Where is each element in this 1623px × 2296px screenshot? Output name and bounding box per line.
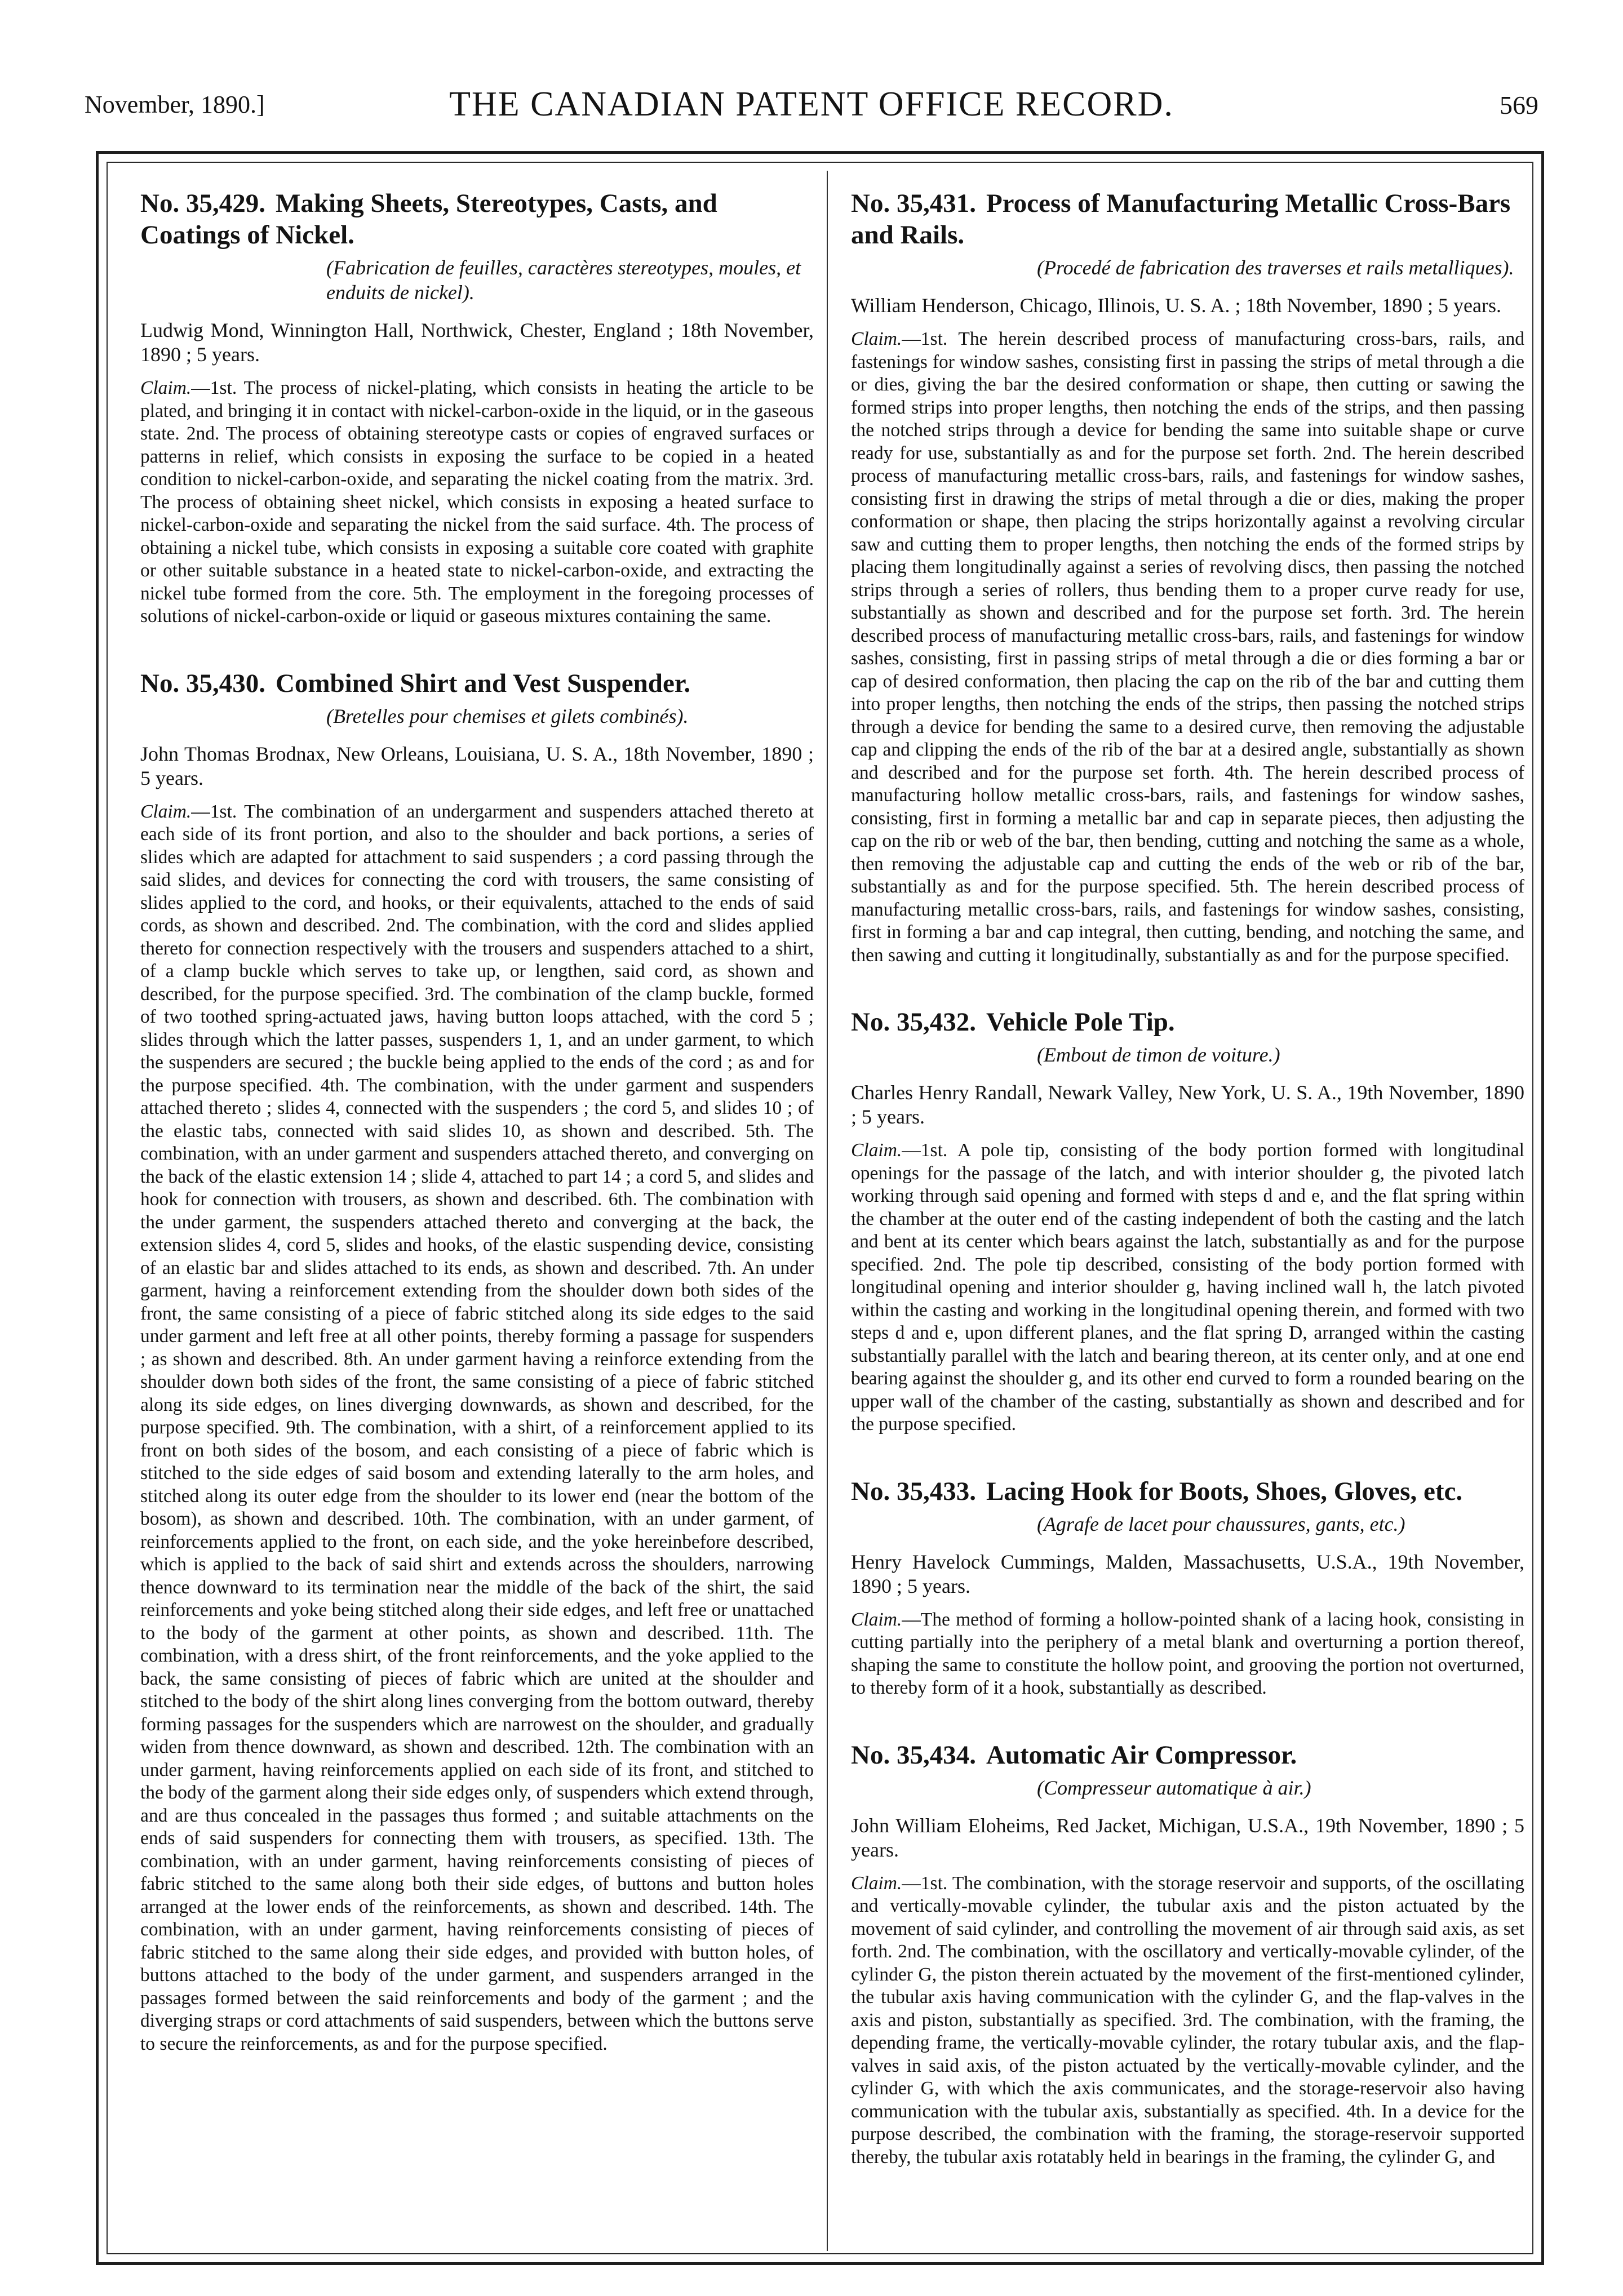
page-header xyxy=(85,85,1538,130)
left-column xyxy=(140,188,814,2095)
patent-owner: Ludwig Mond, Winnington Hall, Northwick, Chester, England ; 18th November, 1890 ; 5 years. xyxy=(140,319,814,366)
patent-number: No. 35,434. xyxy=(851,1740,976,1770)
claim-text: —1st. The combination of an undergarment and suspenders attached thereto at each side of its front portion, and also to the shoulder and back portions, a series of slides which are adapted for attachment to said suspenders ; a cord passing through the said slides, and devices for connecting the cord with trousers, the same consisting of slides applied to the cord, and hooks, or their equivalents, attached to the ends of said cords, as shown and described. 2nd. The combination, with the cord and slides applied thereto for connection respectively with the trousers and suspenders attached to a shirt, of a clamp buckle which serves to take up, or lengthen, said cord, as shown and described, for the purpose specified. 3rd. The combination of the clamp buckle, formed of two toothed spring-actuated jaws, having button loops attached, with the cord 5 ; slides through which the latter passes, suspenders 1, 1, and an under garment, to which the suspenders are secured ; the buckle being applied to the ends of the cord ; as and for the purpose specified. 4th. The combination, with the under garment and suspenders attached thereto ; slides 4, connected with the suspenders ; the cord 5, and slides 10 ; of the elastic tabs, connected with said slides 10, as shown and described. 5th. The combination, with an under garment and suspenders attached thereto, and converging on the back of the elastic extension 14 ; slide 4, attached to part 14 ; a cord 5, and slides and hook for connection with trousers, as shown and described. 6th. The combination with the under garment, the suspenders attached thereto and converging at the back, the extension slides 4, cord 5, slides and hooks, of the elastic suspending device, consisting of an elastic bar and slides attached to its ends, as shown and described. 7th. An under garment, having a reinforcement extending from the shoulder down both sides of the front, the same consisting of a piece of fabric stitched along its side edges to the said under garment and left free at all other points, thereby forming a passage for suspenders ; as shown and described. 8th. An under garment having a reinforce extending from the shoulder down both sides of the front, the same consisting of a piece of fabric stitched along its side edges, on lines diverging downwards, as shown and described, for the purpose specified. 9th. The combination, with a shirt, of a reinforcement applied to its front on both sides of the bosom, and each consisting of a piece of fabric which is stitched to the side edges of said bosom and extending laterally to the arm holes, and stitched along its outer edge from the shoulder to its lower end (near the bottom of the bosom), as shown and described. 10th. The combination, with an under garment, of reinforcements applied to the front, on each side, and the yoke hereinbefore described, which is applied to the back of said shirt and extends across the shoulders, narrowing thence downward to its termination near the middle of the back of the shirt, the said reinforcements and yoke being stitched along their side edges, and left free or unattached to the body of the garment at other points, as shown and described. 11th. The combination, with a dress shirt, of the front reinforcements, and the yoke applied to the back, the same consisting of pieces of fabric which are united at the shoulder and stitched to the body of the shirt along lines converging from the bottom outward, thereby forming passages for the suspenders which are narrowest on the shoulder, and gradually widen from thence downward, as shown and described. 12th. The combination with an under garment, having reinforcements applied on each side of its front, and stitched to the body of the garment along their side edges only, of suspenders which extend through, and are thus concealed in the passages thus formed ; and suitable attachments on the ends of said suspenders for connecting them with trousers, as specified. 13th. The combination, with an under garment, having reinforcements consisting of pieces of fabric stitched to the same along both their side edges, of buttons and button holes arranged at the lower ends of the reinforcements, as shown and described. 14th. The combination, with an under garment, having reinforcements consisting of pieces of fabric stitched to the same along their side edges, and provided with button holes, of buttons attached to the body of the under garment, and suspenders arranged in the passages formed between the said reinforcements and body of the garment ; and the diverging straps or cord attachments of said suspenders, between which the buttons serve to secure the reinforcements, as and for the purpose specified. xyxy=(140,801,814,2054)
patent-claim xyxy=(851,1872,1524,2169)
patent-number: No. 35,432. xyxy=(851,1007,976,1037)
patent-title xyxy=(140,188,814,251)
patent-number: No. 35,431. xyxy=(851,189,976,218)
patent-entry-35432 xyxy=(851,1006,1524,1436)
header-date: November, 1890.] xyxy=(85,91,265,118)
patent-entry-35434 xyxy=(851,1739,1524,2169)
patent-owner: John William Eloheims, Red Jacket, Michigan, U.S.A., 19th November, 1890 ; 5 years. xyxy=(851,1814,1524,1861)
patent-entry-35430 xyxy=(140,668,814,2056)
french-title: (Agrafe de lacet pour chaussures, gants, etc.) xyxy=(1037,1512,1405,1535)
french-title: (Fabrication de feuilles, caractères stereotypes, moules, et enduits de nickel). xyxy=(326,256,801,304)
patent-title-text: Combined Shirt and Vest Suspender. xyxy=(275,668,691,698)
page-number: 569 xyxy=(1500,91,1538,119)
claim-text: —1st. The process of nickel-plating, which consists in heating the article to be plated, and bringing it in contact with nickel-carbon-oxide in the liquid, or in the gaseous state. 2nd. The process of obtaining stereotype casts or copies of engraved surfaces or patterns in relief, which consists in exposing the surface to be copied in a heated condition to nickel-carbon-oxide, and separating the nickel coating from the matrix. 3rd. The process of obtaining sheet nickel, which consists in exposing a heated surface to nickel-carbon-oxide and separating the nickel from the said surface. 4th. The process of obtaining a nickel tube, which consists in exposing a suitable core coated with graphite or other suitable substance in a heated state to nickel-carbon-oxide, and extracting the nickel tube formed from the core. 5th. The employment in the foregoing processes of solutions of nickel-carbon-oxide or liquid or gaseous mixtures containing the same. xyxy=(140,378,814,627)
patent-entry-35431 xyxy=(851,188,1524,967)
claim-text: —1st. The herein described process of manufacturing cross-bars, rails, and fastenings for window sashes, consisting first in passing the strips of metal through a die or dies, giving the bar the desired conformation or shape, then cutting or sawing the formed strips into proper lengths, then notching the ends of the strips, and then passing the notched strips through a device for bending the same into suitable shape or curve ready for use, substantially as and for the purpose set forth. 2nd. The herein described process of manufacturing metallic cross-bars, rails, and fastenings for window sashes, consisting first in drawing the strips of metal through a die or dies, making the proper conformation or shape, then placing the strips horizontally against a revolving circular saw and cutting them to proper lengths, then notching the ends of the formed strips by placing them longitudinally against a series of revolving discs, then passing the notched strips through a series of rollers, thus bending them to a proper curve ready for use, substantially as shown and described and for the purpose set forth. 3rd. The herein described process of manufacturing metallic cross-bars, rails, and fastenings for window sashes, consisting, first in passing strips of metal through a die or dies forming a bar or cap of desired conformation, then placing the cap on the rib of the bar and cutting them into proper lengths, then notching the ends of the strips, then passing the notched strips through a device for bending the same to a desired curve, then removing the adjustable cap and clipping the ends of the rib of the bar at a desired angle, substantially as shown and described and for the purpose set forth. 4th. The herein described process of manufacturing hollow metallic cross-bars, rails, and fastenings for window sashes, consisting, first in forming a metallic bar and cap in separate pieces, then adjusting the cap on the rib or web of the bar, then bending, cutting and notching the same as a whole, then removing the adjustable cap and cutting the ends of the web or rib of the bar, substantially as and for the purpose specified. 5th. The herein described process of manufacturing metallic cross-bars, rails, and fastenings for window sashes, consisting, first in forming a bar and cap integral, then cutting, bending, and notching the same, and then sawing and cutting it longitudinally, substantially as and for the purpose specified. xyxy=(851,328,1524,966)
claim-label: Claim. xyxy=(851,328,902,349)
french-title: (Bretelles pour chemises et gilets combinés). xyxy=(326,704,689,727)
patent-entry-35429 xyxy=(140,188,814,628)
claim-text: —1st. A pole tip, consisting of the body portion formed with longitudinal openings for the passage of the latch, and with interior shoulder g, the pivoted latch working through said opening and formed with steps d and e, and the flat spring within the chamber at the outer end of the casting independent of both the casting and the latch and bent at its center which bears against the latch, substantially as and for the purpose specified. 2nd. The pole tip described, consisting of the body portion formed with longitudinal opening and interior shoulder g, having inclined wall h, the latch pivoted within the casting and working in the longitudinal opening therein, and formed with two steps d and e, upon different planes, and the flat spring D, arranged within the casting substantially parallel with the latch and bearing thereon, at its center only, and at one end bearing against the shoulder g, and its other end curved to form a rounded bearing on the upper wall of the chamber of the casting, substantially as shown and described and for the purpose specified. xyxy=(851,1140,1524,1435)
claim-label: Claim. xyxy=(140,801,192,822)
patent-title xyxy=(851,1476,1524,1507)
patent-title-text: Process of Manufacturing Metallic Cross-Bars and Rails. xyxy=(851,189,1511,250)
patent-title xyxy=(851,1006,1524,1038)
patent-number: No. 35,430. xyxy=(140,668,265,698)
patent-title xyxy=(140,668,814,699)
patent-owner: Henry Havelock Cummings, Malden, Massachusetts, U.S.A., 19th November, 1890 ; 5 years. xyxy=(851,1550,1524,1597)
claim-label: Claim. xyxy=(851,1609,902,1630)
patent-title xyxy=(851,1739,1524,1771)
patent-claim xyxy=(140,801,814,2056)
patent-claim xyxy=(851,1139,1524,1436)
patent-title xyxy=(851,188,1524,251)
patent-title-text: Making Sheets, Stereotypes, Casts, and Coatings of Nickel. xyxy=(140,189,717,250)
patent-entry-35433 xyxy=(851,1476,1524,1700)
claim-text: —The method of forming a hollow-pointed shank of a lacing hook, consisting in cutting partially into the periphery of a metal blank and overturning a portion thereof, shaping the same to constitute the hollow point, and grooving the portion not overturned, to thereby form of it a hook, substantially as described. xyxy=(851,1609,1524,1698)
patent-claim xyxy=(140,377,814,628)
patent-claim xyxy=(851,328,1524,967)
patent-owner: William Henderson, Chicago, Illinois, U. S. A. ; 18th November, 1890 ; 5 years. xyxy=(851,294,1501,317)
patent-title-text: Automatic Air Compressor. xyxy=(986,1740,1297,1770)
patent-owner: John Thomas Brodnax, New Orleans, Louisiana, U. S. A., 18th November, 1890 ; 5 years. xyxy=(140,742,814,789)
claim-text: —1st. The combination, with the storage reservoir and supports, of the oscillating and vertically-movable cylinder, the tubular axis and the piston actuated by the movement of said cylinder, and controlling the movement of air through said axis, as set forth. 2nd. The combination, with the oscillatory and vertically-movable cylinder, of the cylinder G, the piston therein actuated by the movement of the first-mentioned cylinder, the tubular axis having communication with the cylinder G, and the flap-valves in the axis and piston, substantially as specified. 3rd. The combination, with the framing, the depending frame, the vertically-movable cylinder, the rotary tubular axis, and the flap-valves in said axis, of the piston actuated by the vertically-movable cylinder, and the cylinder G, with which the axis communicates, and the storage-reservoir also having communication with the tubular axis, substantially as specified. 4th. In a device for the purpose described, the combination with the framing, the storage-reservoir supported thereby, the tubular axis rotatably held in bearings in the framing, the cylinder G, and xyxy=(851,1872,1524,2168)
patent-title-text: Lacing Hook for Boots, Shoes, Gloves, etc. xyxy=(986,1476,1463,1506)
french-title: (Embout de timon de voiture.) xyxy=(1037,1043,1280,1066)
patent-title-text: Vehicle Pole Tip. xyxy=(986,1007,1175,1037)
patent-claim xyxy=(851,1609,1524,1700)
right-column xyxy=(851,188,1524,2208)
column-divider xyxy=(827,171,828,2251)
patent-number: No. 35,433. xyxy=(851,1476,976,1506)
claim-label: Claim. xyxy=(140,378,192,398)
page-frame xyxy=(96,151,1544,2265)
claim-label: Claim. xyxy=(851,1140,902,1161)
header-title: THE CANADIAN PATENT OFFICE RECORD. xyxy=(449,85,1174,123)
patent-number: No. 35,429. xyxy=(140,189,265,218)
french-title: (Procedé de fabrication des traverses et rails metalliques). xyxy=(1037,256,1514,279)
patent-owner: Charles Henry Randall, Newark Valley, New York, U. S. A., 19th November, 1890 ; 5 years. xyxy=(851,1081,1524,1128)
french-title: (Compresseur automatique à air.) xyxy=(1037,1776,1311,1799)
claim-label: Claim. xyxy=(851,1872,902,1894)
